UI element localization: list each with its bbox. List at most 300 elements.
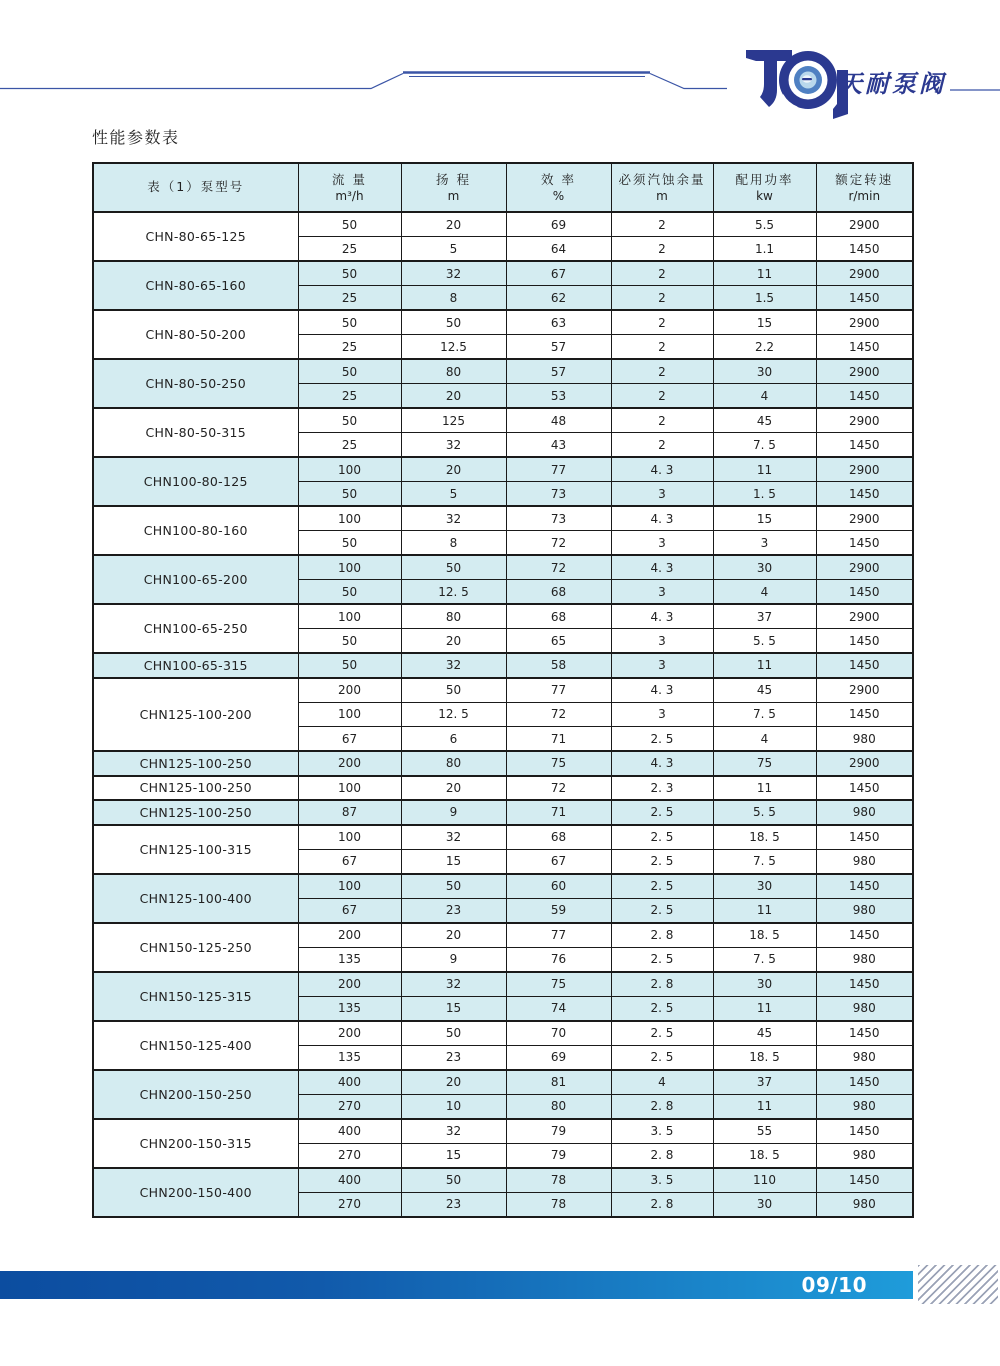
value-cell: 2. 5	[611, 947, 713, 972]
value-cell: 1450	[816, 702, 913, 727]
value-cell: 72	[506, 531, 611, 556]
value-cell: 30	[713, 359, 816, 384]
value-cell: 2	[611, 408, 713, 433]
value-cell: 68	[506, 825, 611, 850]
value-cell: 72	[506, 555, 611, 580]
column-label: 必须汽蚀余量	[618, 171, 706, 187]
value-cell: 37	[713, 1070, 816, 1095]
value-cell: 78	[506, 1168, 611, 1193]
column-label: 扬 程	[436, 171, 471, 187]
value-cell: 980	[816, 996, 913, 1021]
value-cell: 50	[298, 310, 401, 335]
value-cell: 5	[401, 237, 506, 262]
value-cell: 50	[401, 678, 506, 703]
column-header	[506, 163, 611, 212]
value-cell: 3	[611, 653, 713, 678]
value-cell: 4. 3	[611, 751, 713, 776]
column-label: 额定转速	[835, 171, 894, 187]
value-cell: 100	[298, 874, 401, 899]
value-cell: 68	[506, 580, 611, 605]
table-row	[93, 1168, 913, 1193]
column-unit: m³/h	[335, 188, 364, 203]
column-unit: m	[656, 188, 668, 203]
value-cell: 15	[713, 310, 816, 335]
table-row	[93, 261, 913, 286]
value-cell: 20	[401, 212, 506, 237]
table-row	[93, 1119, 913, 1144]
value-cell: 100	[298, 506, 401, 531]
value-cell: 1450	[816, 237, 913, 262]
value-cell: 73	[506, 482, 611, 507]
model-cell: CHN200-150-250	[93, 1070, 298, 1119]
value-cell: 50	[298, 408, 401, 433]
table-row	[93, 874, 913, 899]
value-cell: 110	[713, 1168, 816, 1193]
value-cell: 63	[506, 310, 611, 335]
value-cell: 2. 5	[611, 874, 713, 899]
value-cell: 2	[611, 433, 713, 458]
value-cell: 20	[401, 1070, 506, 1095]
value-cell: 32	[401, 433, 506, 458]
value-cell: 70	[506, 1021, 611, 1046]
value-cell: 50	[401, 1168, 506, 1193]
value-cell: 1450	[816, 776, 913, 801]
value-cell: 79	[506, 1119, 611, 1144]
value-cell: 200	[298, 678, 401, 703]
value-cell: 15	[401, 996, 506, 1021]
value-cell: 980	[816, 1094, 913, 1119]
column-unit: kw	[756, 188, 773, 203]
value-cell: 980	[816, 727, 913, 752]
value-cell: 12. 5	[401, 580, 506, 605]
value-cell: 9	[401, 947, 506, 972]
table-row	[93, 457, 913, 482]
value-cell: 2900	[816, 506, 913, 531]
value-cell: 50	[298, 212, 401, 237]
value-cell: 76	[506, 947, 611, 972]
model-cell: CHN125-100-250	[93, 800, 298, 825]
value-cell: 43	[506, 433, 611, 458]
value-cell: 67	[298, 727, 401, 752]
footer-hatch-pattern	[918, 1265, 998, 1304]
value-cell: 980	[816, 849, 913, 874]
value-cell: 1450	[816, 1021, 913, 1046]
model-cell: CHN150-125-315	[93, 972, 298, 1021]
value-cell: 57	[506, 335, 611, 360]
value-cell: 1450	[816, 1070, 913, 1095]
value-cell: 3	[611, 531, 713, 556]
value-cell: 100	[298, 604, 401, 629]
value-cell: 11	[713, 776, 816, 801]
value-cell: 25	[298, 433, 401, 458]
value-cell: 80	[401, 751, 506, 776]
value-cell: 50	[401, 555, 506, 580]
value-cell: 2	[611, 286, 713, 311]
value-cell: 32	[401, 1119, 506, 1144]
value-cell: 3. 5	[611, 1168, 713, 1193]
value-cell: 7. 5	[713, 433, 816, 458]
value-cell: 400	[298, 1070, 401, 1095]
value-cell: 2	[611, 310, 713, 335]
value-cell: 8	[401, 286, 506, 311]
value-cell: 64	[506, 237, 611, 262]
value-cell: 980	[816, 947, 913, 972]
value-cell: 18. 5	[713, 825, 816, 850]
value-cell: 80	[401, 359, 506, 384]
value-cell: 3	[611, 629, 713, 654]
page-number: 09/10	[801, 1273, 867, 1297]
value-cell: 80	[401, 604, 506, 629]
value-cell: 2. 5	[611, 849, 713, 874]
column-header	[713, 163, 816, 212]
column-label: 配用功率	[735, 171, 794, 187]
value-cell: 72	[506, 776, 611, 801]
value-cell: 2900	[816, 359, 913, 384]
value-cell: 37	[713, 604, 816, 629]
value-cell: 53	[506, 384, 611, 409]
value-cell: 69	[506, 212, 611, 237]
value-cell: 3. 5	[611, 1119, 713, 1144]
model-cell: CHN100-80-160	[93, 506, 298, 555]
table-row	[93, 923, 913, 948]
value-cell: 1450	[816, 580, 913, 605]
value-cell: 78	[506, 1192, 611, 1217]
value-cell: 25	[298, 335, 401, 360]
value-cell: 2. 5	[611, 800, 713, 825]
value-cell: 2. 5	[611, 825, 713, 850]
value-cell: 100	[298, 825, 401, 850]
value-cell: 2900	[816, 408, 913, 433]
value-cell: 3	[611, 702, 713, 727]
value-cell: 81	[506, 1070, 611, 1095]
value-cell: 2. 5	[611, 1021, 713, 1046]
table-row	[93, 653, 913, 678]
logo-mark	[746, 50, 848, 119]
table-row	[93, 359, 913, 384]
value-cell: 50	[298, 531, 401, 556]
column-label: 表（1）泵型号	[147, 179, 245, 195]
model-cell: CHN-80-65-125	[93, 212, 298, 261]
value-cell: 980	[816, 800, 913, 825]
value-cell: 2900	[816, 751, 913, 776]
value-cell: 20	[401, 384, 506, 409]
value-cell: 32	[401, 825, 506, 850]
value-cell: 135	[298, 947, 401, 972]
value-cell: 23	[401, 1045, 506, 1070]
value-cell: 1450	[816, 531, 913, 556]
table-row	[93, 751, 913, 776]
value-cell: 135	[298, 1045, 401, 1070]
value-cell: 50	[401, 874, 506, 899]
table-row	[93, 776, 913, 801]
value-cell: 55	[713, 1119, 816, 1144]
column-unit: r/min	[848, 188, 881, 203]
performance-table	[92, 162, 914, 1218]
value-cell: 68	[506, 604, 611, 629]
value-cell: 65	[506, 629, 611, 654]
value-cell: 4. 3	[611, 678, 713, 703]
table-row	[93, 1070, 913, 1095]
value-cell: 75	[506, 751, 611, 776]
value-cell: 73	[506, 506, 611, 531]
model-cell: CHN125-100-250	[93, 751, 298, 776]
value-cell: 67	[298, 898, 401, 923]
value-cell: 2900	[816, 310, 913, 335]
model-cell: CHN150-125-250	[93, 923, 298, 972]
model-cell: CHN200-150-315	[93, 1119, 298, 1168]
value-cell: 270	[298, 1192, 401, 1217]
value-cell: 5.5	[713, 212, 816, 237]
value-cell: 7. 5	[713, 849, 816, 874]
model-cell: CHN-80-50-250	[93, 359, 298, 408]
value-cell: 1450	[816, 874, 913, 899]
value-cell: 4. 3	[611, 506, 713, 531]
value-cell: 5. 5	[713, 629, 816, 654]
value-cell: 50	[298, 482, 401, 507]
value-cell: 18. 5	[713, 1045, 816, 1070]
model-cell: CHN-80-50-315	[93, 408, 298, 457]
value-cell: 12. 5	[401, 702, 506, 727]
table-row	[93, 972, 913, 997]
page-title: 性能参数表	[92, 128, 180, 147]
value-cell: 980	[816, 1045, 913, 1070]
value-cell: 1450	[816, 653, 913, 678]
page-footer-bar	[0, 1271, 913, 1299]
value-cell: 18. 5	[713, 923, 816, 948]
value-cell: 50	[298, 261, 401, 286]
value-cell: 2. 5	[611, 898, 713, 923]
model-cell: CHN100-80-125	[93, 457, 298, 506]
value-cell: 25	[298, 237, 401, 262]
value-cell: 1.1	[713, 237, 816, 262]
value-cell: 4	[713, 727, 816, 752]
brand-text: 天耐泵阀	[838, 70, 946, 98]
value-cell: 11	[713, 996, 816, 1021]
value-cell: 74	[506, 996, 611, 1021]
value-cell: 100	[298, 776, 401, 801]
value-cell: 87	[298, 800, 401, 825]
model-cell: CHN100-65-200	[93, 555, 298, 604]
value-cell: 45	[713, 408, 816, 433]
column-label: 效 率	[541, 171, 576, 187]
value-cell: 32	[401, 972, 506, 997]
value-cell: 71	[506, 727, 611, 752]
value-cell: 4	[611, 1070, 713, 1095]
value-cell: 12.5	[401, 335, 506, 360]
value-cell: 1450	[816, 1168, 913, 1193]
value-cell: 20	[401, 776, 506, 801]
value-cell: 1450	[816, 482, 913, 507]
value-cell: 15	[401, 1143, 506, 1168]
value-cell: 50	[298, 629, 401, 654]
value-cell: 50	[401, 310, 506, 335]
value-cell: 3	[713, 531, 816, 556]
value-cell: 1.5	[713, 286, 816, 311]
value-cell: 11	[713, 898, 816, 923]
value-cell: 2900	[816, 555, 913, 580]
value-cell: 20	[401, 457, 506, 482]
model-cell: CHN150-125-400	[93, 1021, 298, 1070]
column-label: 流 量	[332, 171, 367, 187]
table-row	[93, 408, 913, 433]
value-cell: 77	[506, 923, 611, 948]
value-cell: 2. 3	[611, 776, 713, 801]
value-cell: 1450	[816, 433, 913, 458]
table-header	[93, 163, 913, 212]
value-cell: 200	[298, 751, 401, 776]
value-cell: 67	[506, 261, 611, 286]
value-cell: 11	[713, 261, 816, 286]
table-body	[93, 212, 913, 1217]
value-cell: 25	[298, 384, 401, 409]
value-cell: 25	[298, 286, 401, 311]
value-cell: 59	[506, 898, 611, 923]
value-cell: 4. 3	[611, 555, 713, 580]
column-header	[93, 163, 298, 212]
value-cell: 7. 5	[713, 947, 816, 972]
model-cell: CHN125-100-200	[93, 678, 298, 752]
value-cell: 80	[506, 1094, 611, 1119]
value-cell: 77	[506, 457, 611, 482]
value-cell: 1450	[816, 825, 913, 850]
value-cell: 30	[713, 972, 816, 997]
value-cell: 71	[506, 800, 611, 825]
value-cell: 2	[611, 237, 713, 262]
value-cell: 1450	[816, 923, 913, 948]
value-cell: 980	[816, 898, 913, 923]
value-cell: 5. 5	[713, 800, 816, 825]
value-cell: 50	[298, 653, 401, 678]
value-cell: 48	[506, 408, 611, 433]
value-cell: 3	[611, 580, 713, 605]
model-cell: CHN-80-50-200	[93, 310, 298, 359]
value-cell: 2. 8	[611, 923, 713, 948]
value-cell: 50	[298, 359, 401, 384]
value-cell: 20	[401, 923, 506, 948]
value-cell: 32	[401, 261, 506, 286]
value-cell: 57	[506, 359, 611, 384]
value-cell: 1450	[816, 335, 913, 360]
value-cell: 100	[298, 702, 401, 727]
value-cell: 30	[713, 874, 816, 899]
value-cell: 200	[298, 1021, 401, 1046]
value-cell: 2. 5	[611, 996, 713, 1021]
value-cell: 11	[713, 1094, 816, 1119]
value-cell: 2900	[816, 212, 913, 237]
value-cell: 1450	[816, 972, 913, 997]
value-cell: 400	[298, 1119, 401, 1144]
column-unit: m	[447, 188, 460, 203]
value-cell: 72	[506, 702, 611, 727]
model-cell: CHN-80-65-160	[93, 261, 298, 310]
value-cell: 270	[298, 1094, 401, 1119]
value-cell: 2. 8	[611, 1094, 713, 1119]
value-cell: 2. 8	[611, 1192, 713, 1217]
value-cell: 9	[401, 800, 506, 825]
value-cell: 6	[401, 727, 506, 752]
value-cell: 2	[611, 212, 713, 237]
value-cell: 4. 3	[611, 604, 713, 629]
value-cell: 2900	[816, 678, 913, 703]
value-cell: 32	[401, 506, 506, 531]
value-cell: 4	[713, 580, 816, 605]
value-cell: 10	[401, 1094, 506, 1119]
value-cell: 200	[298, 923, 401, 948]
value-cell: 23	[401, 898, 506, 923]
model-cell: CHN100-65-250	[93, 604, 298, 653]
column-unit: %	[552, 188, 565, 203]
value-cell: 135	[298, 996, 401, 1021]
value-cell: 7. 5	[713, 702, 816, 727]
model-cell: CHN125-100-250	[93, 776, 298, 801]
value-cell: 2. 8	[611, 972, 713, 997]
value-cell: 1450	[816, 1119, 913, 1144]
value-cell: 75	[506, 972, 611, 997]
value-cell: 400	[298, 1168, 401, 1193]
value-cell: 30	[713, 1192, 816, 1217]
value-cell: 62	[506, 286, 611, 311]
value-cell: 270	[298, 1143, 401, 1168]
value-cell: 67	[298, 849, 401, 874]
value-cell: 15	[401, 849, 506, 874]
value-cell: 69	[506, 1045, 611, 1070]
value-cell: 2	[611, 261, 713, 286]
value-cell: 4. 3	[611, 457, 713, 482]
value-cell: 20	[401, 629, 506, 654]
value-cell: 1. 5	[713, 482, 816, 507]
value-cell: 4	[713, 384, 816, 409]
value-cell: 60	[506, 874, 611, 899]
column-header	[611, 163, 713, 212]
value-cell: 2	[611, 384, 713, 409]
value-cell: 30	[713, 555, 816, 580]
value-cell: 45	[713, 678, 816, 703]
model-cell: CHN100-65-315	[93, 653, 298, 678]
value-cell: 200	[298, 972, 401, 997]
value-cell: 2900	[816, 261, 913, 286]
table-row	[93, 310, 913, 335]
value-cell: 980	[816, 1143, 913, 1168]
value-cell: 58	[506, 653, 611, 678]
value-cell: 75	[713, 751, 816, 776]
value-cell: 3	[611, 482, 713, 507]
value-cell: 2. 5	[611, 1045, 713, 1070]
value-cell: 2. 8	[611, 1143, 713, 1168]
value-cell: 45	[713, 1021, 816, 1046]
brand-logo	[746, 50, 947, 119]
value-cell: 77	[506, 678, 611, 703]
value-cell: 67	[506, 849, 611, 874]
value-cell: 125	[401, 408, 506, 433]
table-row	[93, 825, 913, 850]
value-cell: 1450	[816, 286, 913, 311]
column-header	[401, 163, 506, 212]
value-cell: 50	[401, 1021, 506, 1046]
table-row	[93, 555, 913, 580]
table-row	[93, 678, 913, 703]
value-cell: 1450	[816, 384, 913, 409]
model-cell: CHN125-100-315	[93, 825, 298, 874]
value-cell: 32	[401, 653, 506, 678]
table-row	[93, 506, 913, 531]
value-cell: 100	[298, 457, 401, 482]
page-header	[0, 0, 1000, 130]
model-cell: CHN200-150-400	[93, 1168, 298, 1217]
value-cell: 11	[713, 653, 816, 678]
table-row	[93, 604, 913, 629]
model-cell: CHN125-100-400	[93, 874, 298, 923]
value-cell: 79	[506, 1143, 611, 1168]
